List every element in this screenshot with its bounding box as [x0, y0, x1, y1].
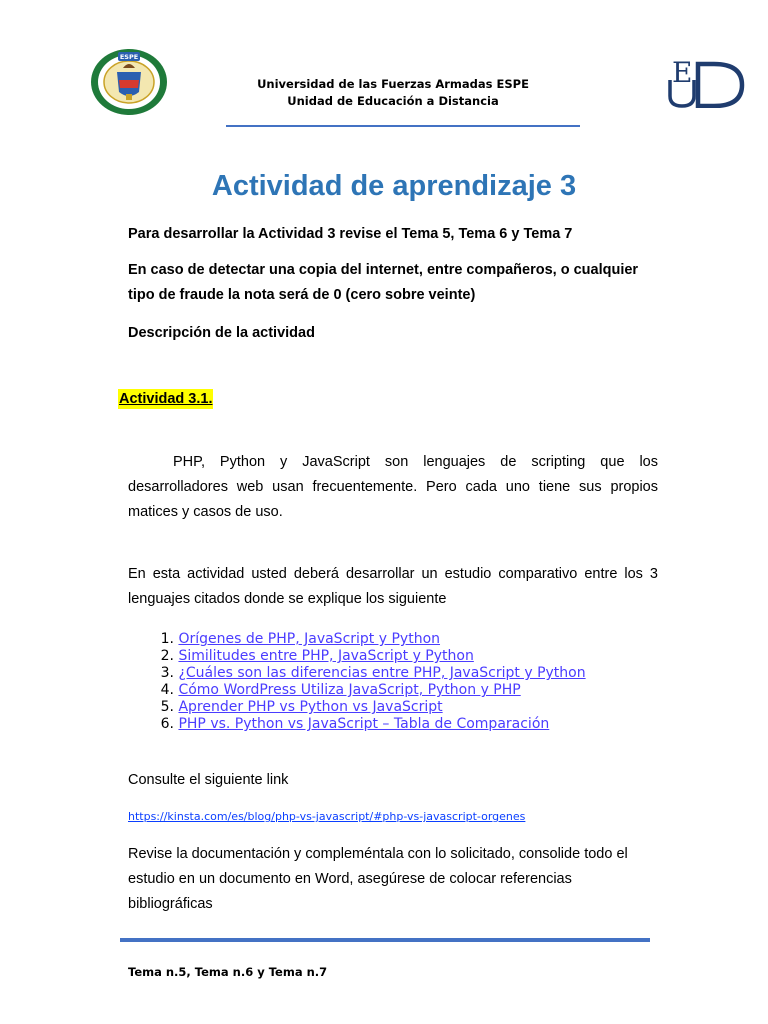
list-item	[128, 716, 688, 733]
institution-name: Universidad de las Fuerzas Armadas ESPE	[257, 77, 529, 91]
espe-seal-label: ESPE	[119, 53, 139, 61]
list-number: 3.	[160, 665, 174, 681]
list-number: 4.	[160, 682, 174, 698]
activity-label	[118, 389, 213, 409]
svg-text:E: E	[672, 56, 693, 89]
list-number: 2.	[160, 648, 174, 664]
topic-link-learn[interactable]: Aprender PHP vs Python vs JavaScript	[178, 699, 443, 715]
page-title: Actividad de aprendizaje 3	[211, 170, 577, 202]
topic-link-differences[interactable]: ¿Cuáles son las diferencias entre PHP, JavaScript y Python	[178, 665, 586, 681]
list-number: 6.	[160, 716, 174, 732]
list-item	[128, 631, 688, 648]
header-divider	[226, 125, 580, 127]
closing-paragraph: Revise la documentación y compleméntala con lo solicitado, consolide todo el estudio en un documento en Word, asegúrese de colocar referencias bibliográficas	[128, 846, 628, 912]
topic-link-comparison-table[interactable]: PHP vs. Python vs JavaScript – Tabla de Comparación	[178, 716, 550, 732]
list-item	[128, 699, 688, 716]
list-number: 5.	[160, 699, 174, 715]
task-paragraph: En esta actividad usted deberá desarrollar un estudio comparativo entre los 3 lenguajes citados donde se explique los siguiente	[128, 566, 658, 607]
topic-link-similarities[interactable]: Similitudes entre PHP, JavaScript y Python	[178, 648, 474, 664]
footer-divider	[120, 938, 650, 942]
description-heading: Descripción de la actividad	[128, 325, 315, 341]
reference-url-link[interactable]: https://kinsta.com/es/blog/php-vs-javascript/#php-vs-javascript-orgenes	[128, 810, 526, 823]
institution-header	[220, 76, 566, 110]
topic-link-origins[interactable]: Orígenes de PHP, JavaScript y Python	[178, 631, 441, 647]
consult-label: Consulte el siguiente link	[128, 772, 289, 788]
activity-label-text: Actividad 3.1.	[119, 391, 213, 407]
intro-paragraph: PHP, Python y JavaScript son lenguajes de scripting que los desarrolladores web usan frecuentemente. Pero cada uno tiene sus propios matices y casos de uso.	[128, 454, 658, 520]
list-item	[128, 648, 688, 665]
topic-list	[128, 631, 688, 733]
list-number: 1.	[160, 631, 174, 647]
instruction-text: Para desarrollar la Actividad 3 revise el Tema 5, Tema 6 y Tema 7	[128, 226, 573, 242]
plagiarism-warning: En caso de detectar una copia del internet, entre compañeros, o cualquier tipo de fraude la nota será de 0 (cero sobre veinte)	[128, 262, 639, 303]
espe-seal-icon	[90, 48, 168, 116]
topic-link-wordpress[interactable]: Cómo WordPress Utiliza JavaScript, Python y PHP	[178, 682, 521, 698]
footer-text: Tema n.5, Tema n.6 y Tema n.7	[128, 965, 328, 979]
list-item	[128, 682, 688, 699]
ued-logo-icon	[668, 56, 748, 108]
list-item	[128, 665, 688, 682]
unit-name: Unidad de Educación a Distancia	[287, 94, 499, 108]
